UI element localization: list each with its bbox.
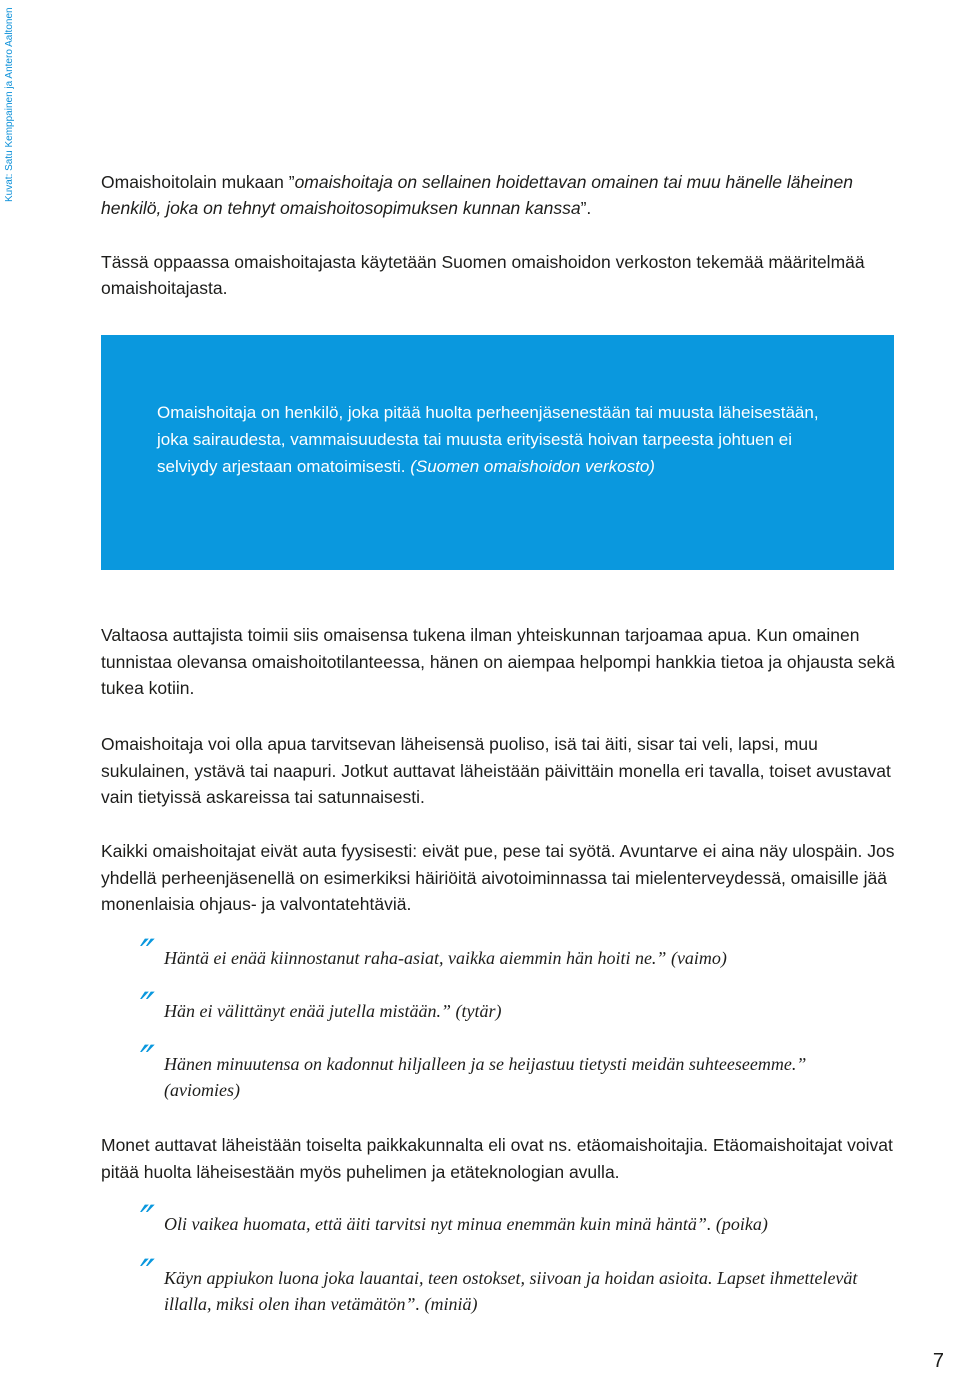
definition-box (101, 335, 894, 570)
body-paragraph: Valtaosa auttajista toimii siis omaisensa tukena ilman yhteiskunnan tarjoamaa apua. Kun omainen tunnistaa olevansa omaishoitotilanteessa, hänen on aiempaa helpompi hankkia tietoa ja ohjausta sekä tukea kotiin. (101, 625, 895, 698)
intro-law-suffix: ”. (580, 198, 592, 218)
body-paragraph: Kaikki omaishoitajat eivät auta fyysisesti: eivät pue, pese tai syötä. Avuntarve ei aina näy ulospäin. Jos yhdellä perheenjäsenellä on esimerkiksi häiriöitä aivotoiminnassa tai mielenterveydessä, omaisille jää monenlaisia ohjaus- ja valvontatehtäviä. (101, 841, 895, 914)
quote-mark-icon: ″ (140, 1038, 155, 1084)
quote-text: Häntä ei enää kiinnostanut raha-asiat, vaikka aiemmin hän hoiti ne.” (vaimo) (164, 948, 727, 968)
body-paragraph: Omaishoitaja voi olla apua tarvitsevan läheisensä puoliso, isä tai äiti, sisar tai veli, lapsi, muu sukulainen, ystävä tai naapuri. Jotkut auttavat läheistään päivittäin monella eri tavalla, toiset avustavat vain tietyissä askareissa tai satunnaisesti. (101, 734, 891, 807)
quote-text: Hänen minuutensa on kadonnut hiljalleen ja se heijastuu tietysti meidän suhteeseemme.” (aviomies) (164, 1054, 807, 1100)
page-number: 7 (932, 1350, 944, 1372)
intro-law-quote: omaishoitaja on sellainen hoidettavan omainen tai muu hänelle läheinen henkilö, joka on tehnyt omaishoitosopimuksen kunnan kanssa (101, 172, 854, 218)
quote-mark-icon: ″ (140, 1252, 155, 1298)
quote-text: Oli vaikea huomata, että äiti tarvitsi nyt minua enemmän kuin minä häntä”. (poika) (164, 1214, 768, 1234)
intro-paragraph-law (101, 169, 901, 221)
quote-text: Käyn appiukon luona joka lauantai, teen ostokset, siivoan ja hoidan asioita. Lapset ihmettelevät illalla, miksi olen ihan vetämätön”. (miniä) (164, 1268, 858, 1314)
quote-item (140, 1198, 885, 1244)
quote-mark-icon: ″ (140, 985, 155, 1031)
intro-law-prefix: Omaishoitolain mukaan ” (101, 172, 295, 192)
quote-mark-icon: ″ (140, 1198, 155, 1244)
quote-text: Hän ei välittänyt enää jutella mistään.” (tytär) (164, 1001, 502, 1021)
quote-item (140, 932, 885, 978)
definition-source: (Suomen omaishoidon verkosto) (410, 457, 655, 476)
definition-text (157, 399, 847, 480)
quote-item (140, 985, 885, 1031)
quote-mark-icon: ″ (140, 932, 155, 978)
body-paragraph: Monet auttavat läheistään toiselta paikkakunnalta eli ovat ns. etäomaishoitajia. Etäomaishoitajat voivat pitää huolta läheisestään myös puhelimen ja etäteknologian avulla. (101, 1135, 893, 1182)
quote-item (140, 1038, 885, 1103)
intro-paragraph-definition-note: Tässä oppaassa omaishoitajasta käytetään Suomen omaishoidon verkoston tekemää määritelmää omaishoitajasta. (101, 252, 865, 298)
quote-item (140, 1252, 885, 1317)
definition-body: Omaishoitaja on henkilö, joka pitää huolta perheenjäsenestään tai muusta läheisestään, joka sairaudesta, vammaisuudesta tai muusta erityisestä hoivan tarpeesta johtuen ei selviydy arjestaan omatoimisesti. (157, 403, 819, 476)
photo-credit: Kuvat: Satu Kemppainen ja Antero Aaltonen (4, 7, 15, 202)
